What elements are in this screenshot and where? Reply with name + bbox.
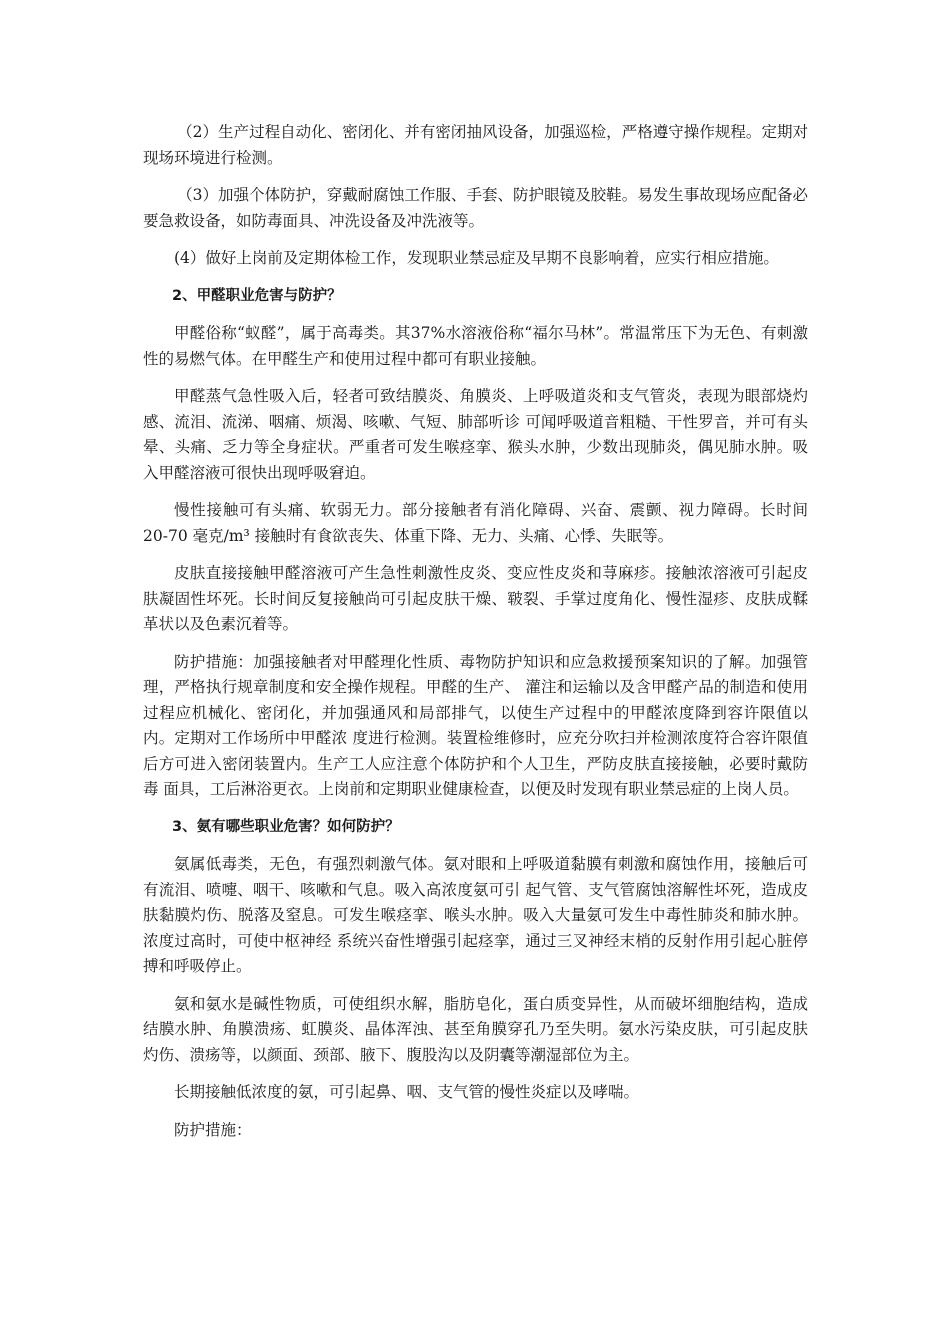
document-body [143,120,808,1155]
section-heading-formaldehyde: 2、甲醛职业危害与防护？ [172,287,342,304]
paragraph-formaldehyde-skin: 皮肤直接接触甲醛溶液可产生急性刺激性皮炎、变应性皮炎和荨麻疹。接触浓溶液可引起皮肤凝固性坏死。长时间反复接触尚可引起皮肤干燥、皲裂、手掌过度角化、慢性湿疹、皮肤成鞣革状以及色素沉着等。 [143,564,808,633]
paragraph-ammonia-protection: 防护措施： [174,1120,252,1139]
paragraph-formaldehyde-chronic: 慢性接触可有头痛、软弱无力。部分接触者有消化障碍、兴奋、震颤、视力障碍。长时间 20-70 毫克/m³ 接触时有食欲丧失、体重下降、无力、头痛、心悸、失眠等。 [143,501,808,545]
paragraph-formaldehyde-intro: 甲醛俗称“蚁醛”，属于高毒类。其37%水溶液俗称“福尔马林”。常温常压下为无色、有刺激性的易燃气体。在甲醛生产和使用过程中都可有职业接触。 [143,324,808,368]
paragraph-ammonia-intro: 氨属低毒类，无色，有强烈刺激气体。氨对眼和上呼吸道黏膜有刺激和腐蚀作用，接触后可有流泪、喷嚏、咽干、咳嗽和气息。吸入高浓度氨可引 起气管、支气管腐蚀溶解性坏死，造成皮肤黏膜灼伤、脱落及窒息。可发生喉痉挛、喉头水肿。吸入大量氨可发生中毒性肺炎和肺水肿。浓度过高时，可使中枢神经 系统兴奋性增强引起痉挛，通过三叉神经末梢的反射作用引起心脏停搏和呼吸停止。 [143,855,808,975]
paragraph-formaldehyde-acute: 甲醛蒸气急性吸入后，轻者可致结膜炎、角膜炎、上呼吸道炎和支气管炎，表现为眼部烧灼感、流泪、流涕、咽痛、烦渴、咳嗽、气短、肺部听诊 可闻呼吸道音粗糙、干性罗音，并可有头晕、头痛、乏力等全身症状。严重者可发生喉痉挛、猴头水肿，少数出现肺炎，偶见肺水肿。吸入甲醛溶液可很快出现呼吸窘迫。 [143,387,808,482]
paragraph-measure-2: （2）生产过程自动化、密闭化、并有密闭抽风设备，加强巡检，严格遵守操作规程。定期对现场环境进行检测。 [143,123,808,167]
paragraph-ammonia-chronic: 长期接触低浓度的氨，可引起鼻、咽、支气管的慢性炎症以及哮喘。 [174,1083,640,1101]
paragraph-measure-4: (4）做好上岗前及定期体检工作，发现职业禁忌症及早期不良影响着，应实行相应措施。 [174,249,779,267]
paragraph-formaldehyde-protection: 防护措施：加强接触者对甲醛理化性质、毒物防护知识和应急救援预案知识的了解。加强管理，严格执行规章制度和安全操作规程。甲醛的生产、 灌注和运输以及含甲醛产品的制造和使用过程应机械化、密闭化，并加强通风和局部排气，以使生产过程中的甲醛浓度降到容许限值以内。定期对工作场所中甲醛浓 度进行检测。装置检维修时，应充分吹扫并检测浓度符合容许限值后方可进入密闭装置内。生产工人应注意个体防护和个人卫生，严防皮肤直接接触，必要时戴防毒 面具，工后淋浴更衣。上岗前和定期职业健康检查，以便及时发现有职业禁忌症的上岗人员。 [143,652,808,798]
paragraph-measure-3: （3）加强个体防护，穿戴耐腐蚀工作服、手套、防护眼镜及胶鞋。易发生事故现场应配备必要急救设备，如防毒面具、冲洗设备及冲洗液等。 [143,186,808,230]
section-heading-ammonia: 3、氨有哪些职业危害？如何防护？ [172,818,400,835]
paragraph-ammonia-alkaline: 氨和氨水是碱性物质，可使组织水解，脂肪皂化，蛋白质变异性，从而破坏细胞结构，造成结膜水肿、角膜溃疡、虹膜炎、晶体浑浊、甚至角膜穿孔乃至失明。氨水污染皮肤，可引起皮肤灼伤、溃疡等，以颜面、颈部、腋下、腹股沟以及阴囊等潮湿部位为主。 [143,994,808,1064]
